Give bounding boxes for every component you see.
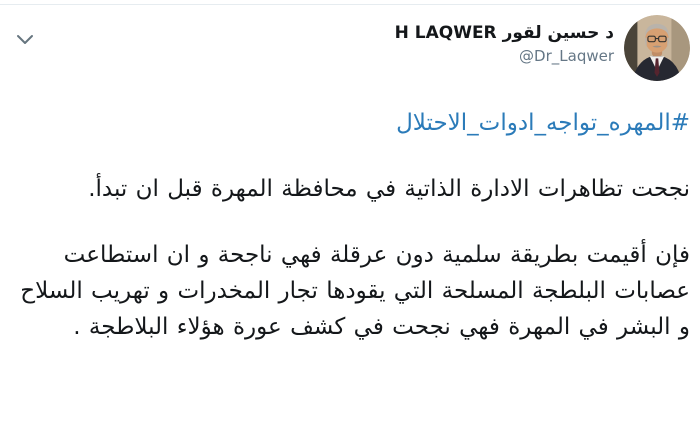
avatar-photo [624, 15, 690, 81]
hashtag-line [10, 105, 690, 141]
display-name[interactable]: د حسين لقور H LAQWER [394, 23, 614, 43]
name-block [395, 15, 614, 67]
chevron-down-icon [16, 34, 34, 46]
user-handle[interactable]: @Dr_Laqwer [519, 47, 614, 65]
hashtag-link[interactable]: #المهره_تواجه_ادوات_الاحتلال [396, 110, 690, 136]
tweet-body [10, 105, 690, 345]
top-divider [0, 4, 700, 5]
avatar[interactable] [624, 15, 690, 81]
tweet-header [10, 15, 690, 83]
tweet-text-paragraph: نجحت تظاهرات الادارة الذاتية في محافظة المهرة قبل ان تبدأ. [88, 176, 690, 202]
tweet-text-paragraph: فإن أقيمت بطريقة سلمية دون عرقلة فهي ناجحة و ان استطاعت عصابات البلطجة المسلحة التي يقودها تجار المخدرات و تهريب السلاح و البشر في المهرة فهي نجحت في كشف عورة هؤلاء البلاطجة . [20, 242, 690, 340]
tweet [0, 15, 700, 345]
tweet-menu-button[interactable] [12, 29, 34, 51]
